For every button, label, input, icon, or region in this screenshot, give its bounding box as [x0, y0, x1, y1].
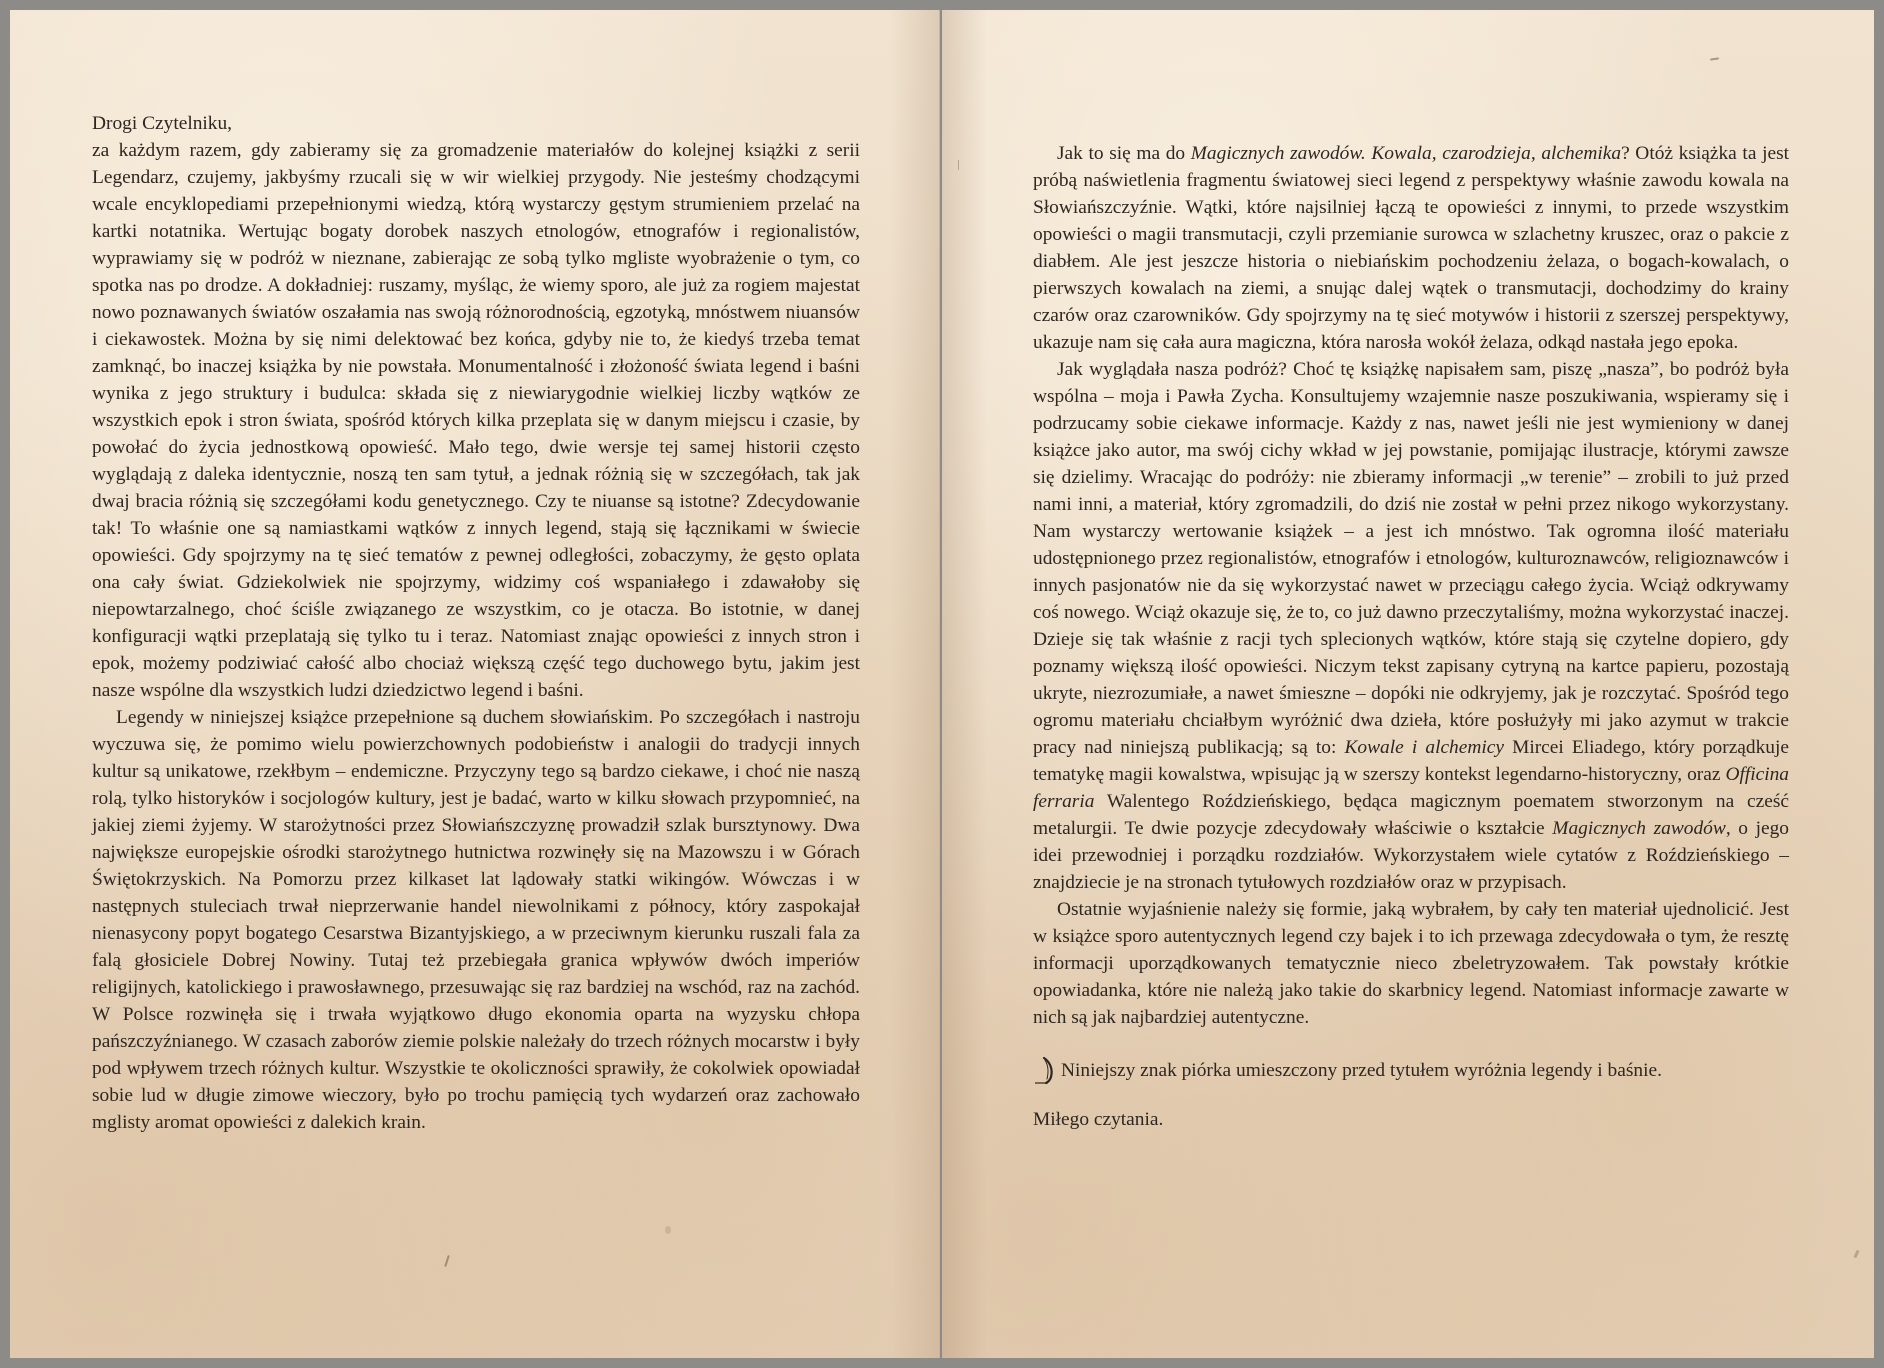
right-text-column	[1033, 140, 1789, 1133]
paper-speck	[958, 160, 959, 170]
right-page	[942, 10, 1874, 1358]
source-title-officina: Officina ferraria	[1033, 764, 1789, 812]
paragraph-slavic-spirit: Legendy w niniejszej książce przepełnione są duchem słowiańskim. Po szczegółach i nastroju wyczuwa się, że pomimo wielu powierzchownych podobieństw i analogii do tradycji innych kultur są unikatowe, rzekłbym – endemiczne. Przyczyny tego są bardzo ciekawe, i choć nie naszą rolą, tylko historyków i socjologów kultury, jest je badać, warto w kilku słowach przypomnieć, na jakiej ziemi żyjemy. W starożytności przez Słowiańszczyznę prowadził szlak bursztynowy. Dwa największe europejskie ośrodki starożytnego hutnictwa rozwinęły się na Mazowszu i w Górach Świętokrzyskich. Na Pomorzu przez kilkaset lat lądowały statki wikingów. Wówczas i w następnych stuleciach trwał nieprzerwanie handel niewolnikami z północy, który zaspokajał nienasycony popyt bogatego Cesarstwa Bizantyjskiego, a w przeciwnym kierunku ruszali fala za falą głosiciele Dobrej Nowiny. Tutaj też przebiegała granica wpływów dwóch imperiów religijnych, katolickiego i prawosławnego, przesuwając się raz bardziej na wschód, raz na zachód. W Polsce rozwinęła się i trwała wyjątkowo długo ekonomia oparta na wyzysku chłopa pańszczyźnianego. W czasach zaborów ziemie polskie należały do trzech różnych mocarstw i były pod wpływem trzech różnych kultur. Wszystkie te okoliczności sprawiły, że cokolwiek opowiadał sobie lud w długie zimowe wieczory, było po trochu pamięcią tych wydarzeń oraz zachowało mglisty aromat opowieści z dalekich krain.	[92, 707, 860, 1133]
left-page	[10, 10, 940, 1358]
source-title-eliade: Kowale i alchemicy	[1344, 737, 1504, 758]
paper-speck	[665, 1226, 671, 1234]
feather-note-text: Niniejszy znak piórka umieszczony przed tytułem wyróżnia legendy i baśnie.	[1061, 1059, 1662, 1081]
feather-icon	[1033, 1055, 1059, 1085]
paragraph-book-purpose: Jak to się ma do Magicznych zawodów. Kowala, czarodzieja, alchemika? Otóż książka ta jest próbą naświetlenia fragmentu światowej sieci legend z perspektywy właśnie zawodu kowala na Słowiańszczyźnie. Wątki, które najsilniej łączą te opowieści z innymi, to przede wszystkim opowieści o magii transmutacji, czyli przemianie surowca w szlachetny kruszec, oraz o pakcie z diabłem. Ale jest jeszcze historia o niebiańskim pochodzeniu żelaza, o bogach-kowalach, o pierwszych kowalach na ziemi, a snując dalej wątek o transmutacji, dochodzimy do krainy czarów oraz czarowników. Gdy spojrzymy na tę sieć motywów i historii z szerszej perspektywy, ukazuje nam się cała aura magiczna, która narosła wokół żelaza, odkąd nastała jego epoka.	[1033, 143, 1789, 353]
closing-line: Miłego czytania.	[1033, 1109, 1164, 1130]
paragraph-journey: Jak wyglądała nasza podróż? Choć tę książkę napisałem sam, piszę „nasza”, bo podróż była wspólna – moja i Pawła Zycha. Konsultujemy wzajemnie nasze poszukiwania, wspieramy się i podrzucamy sobie ciekawe informacje. Każdy z nas, nawet jeśli nie jest wymieniony w danej książce jako autor, ma swój cichy wkład w jej powstanie, pomijając ilustracje, którymi zawsze się dzielimy. Wracając do podróży: nie zbieramy informacji „w terenie” – zrobili to już przed nami inni, a materiał, który zgromadzili, do dziś nie został w pełni przez nikogo wykorzystany. Nam wystarczy wertowanie książek – a jest ich mnóstwo. Tak ogromna ilość materiału udostępnionego przez regionalistów, etnografów i etnologów, kulturoznawców, religioznawców i innych pasjonatów nie da się wykorzystać nawet w przeciągu całego życia. Wciąż odkrywamy coś nowego. Wciąż okazuje się, że to, co już dawno przeczytaliśmy, można wykorzystać inaczej. Dzieje się tak właśnie z racji tych splecionych wątków, które stają się czytelne dopiero, gdy poznamy większą ilość opowieści. Niczym tekst zapisany cytryną na kartce papieru, pozostają ukryte, niezrozumiałe, a nawet śmieszne – dopóki nie odkryjemy, jak je rozczytać. Spośród tego ogromu materiału chciałbym wyróżnić dwa dzieła, które posłużyły mi jako azymut w trakcie pracy nad niniejszą publikacją; są to: Kowale i alchemicy Mircei Eliadego, który porządkuje tematykę magii kowalstwa, wpisując ją w szerszy kontekst legendarno-historyczny, oraz Officina ferraria Walentego Roździeńskiego, będąca magicznym poematem stworzonym na cześć metalurgii. Te dwie pozycje zdecydowały właściwie o kształcie Magicznych zawodów, o jego idei przewodniej i porządku rozdziałów. Wykorzystałem wiele cytatów z Roździeńskiego – znajdziecie je na stronach tytułowych rozdziałów oraz w przypisach.	[1033, 359, 1789, 893]
book-title-short: Magicznych zawodów	[1552, 818, 1726, 839]
book-title-italic: Magicznych zawodów. Kowala, czarodzieja, alchemika	[1190, 143, 1622, 164]
paragraph-introduction: za każdym razem, gdy zabieramy się za gromadzenie materiałów do kolejnej książki z serii Legendarz, czujemy, jakbyśmy rzucali się w wir wielkiej przygody. Nie jesteśmy chodzącymi wcale encyklopediami przepełnionymi wiedzą, którą wystarczy gęstym strumieniem przelać na kartki notatnika. Wertując bogaty dorobek naszych etnologów, etnografów i regionalistów, wyprawiamy się w podróż w nieznane, zabierając ze sobą tylko mgliste wyobrażenie o tym, co spotka nas po drodze. A dokładniej: ruszamy, myśląc, że wiemy sporo, ale już za rogiem majestat nowo poznawanych światów oszałamia nas swoją różnorodnością, egzotyką, mnóstwem niuansów i ciekawostek. Można by się nimi delektować bez końca, gdyby nie to, że kiedyś trzeba temat zamknąć, bo inaczej książka by nie powstała. Monumentalność i złożoność świata legend i baśni wynika z jego struktury i budulca: składa się z niewiarygodnie wielkiej liczby wątków ze wszystkich epok i stron świata, spośród których kilka przeplata się w danym miejscu i czasie, by powołać do życia jednostkową opowieść. Mało tego, dwie wersje tej samej historii często wyglądają z daleka identycznie, noszą ten sam tytuł, a jednak różnią się w szczegółach, tak jak dwaj bracia różnią się szczegółami kodu genetycznego. Czy te niuanse są istotne? Zdecydowanie tak! To właśnie one są namiastkami wątków z innych legend, stają się łącznikami w świecie opowieści. Gdy spojrzymy na tę sieć tematów z pewnej odległości, zobaczymy, że gęsto oplata ona cały świat. Gdziekolwiek nie spojrzymy, widzimy coś wspaniałego i zdawałoby się niepowtarzalnego, choć ściśle związanego ze wszystkim, co je otacza. Bo istotnie, w danej konfiguracji wątki przeplatają się tylko tu i teraz. Natomiast znając opowieści z innych stron i epok, możemy podziwiać całość albo chociaż większą część tego duchowego bytu, jakim jest nasze wspólne dla wszystkich ludzi dziedzictwo legend i baśni.	[92, 140, 860, 701]
paragraph-form: Ostatnie wyjaśnienie należy się formie, jaką wybrałem, by cały ten materiał ujednolicić. Jest w książce sporo autentycznych legend czy bajek i to ich przewaga zdecydowała o tym, że resztę informacji uporządkowanych tematycznie nieco zbeletryzowałem. Tak powstały krótkie opowiadanka, które nie należą jako takie do skarbnicy legend. Natomiast informacje zawarte w nich są jak najbardziej autentyczne.	[1033, 899, 1789, 1028]
book-spread	[10, 10, 1874, 1358]
salutation: Drogi Czytelniku,	[92, 113, 233, 134]
feather-note	[1033, 1055, 1789, 1085]
left-text-column	[92, 110, 860, 1136]
